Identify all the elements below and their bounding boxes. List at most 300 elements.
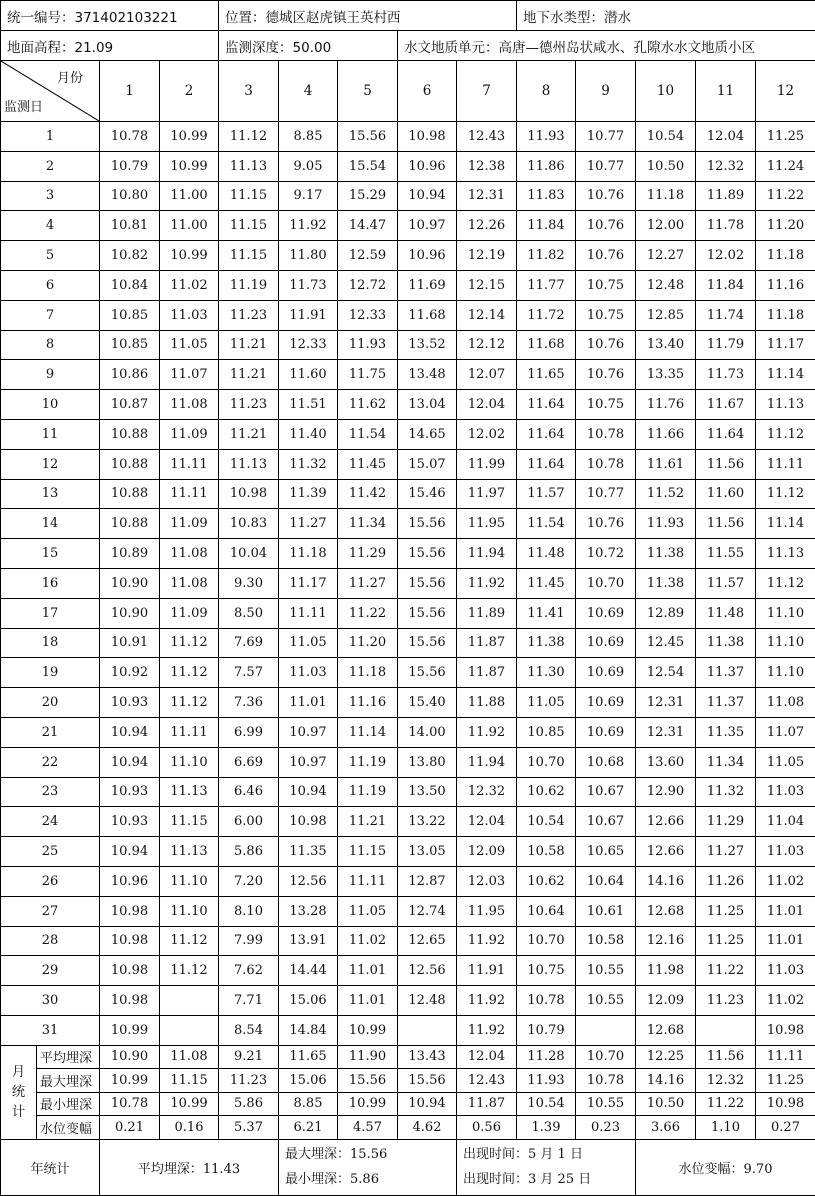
depth-cell: 11.11	[160, 449, 219, 479]
stat-cell: 11.28	[517, 1045, 576, 1069]
depth-cell: 10.91	[100, 628, 160, 658]
stat-cell: 11.23	[219, 1069, 279, 1093]
depth-cell: 11.77	[517, 270, 576, 300]
depth-cell: 11.03	[756, 956, 815, 986]
depth-cell	[160, 986, 219, 1016]
stat-label: 最大埋深	[37, 1069, 100, 1093]
depth-cell: 11.37	[696, 658, 756, 688]
depth-cell: 10.97	[279, 747, 338, 777]
depth-cell: 11.38	[696, 628, 756, 658]
depth-cell	[398, 1015, 457, 1045]
depth-cell: 7.99	[219, 926, 279, 956]
depth-cell: 11.37	[696, 688, 756, 718]
depth-cell: 11.65	[517, 360, 576, 390]
depth-cell: 11.79	[696, 330, 756, 360]
depth-cell: 6.69	[219, 747, 279, 777]
depth-cell: 11.08	[160, 390, 219, 420]
stat-cell: 12.25	[636, 1045, 696, 1069]
depth-cell: 11.10	[756, 628, 815, 658]
depth-cell: 11.17	[756, 330, 815, 360]
depth-cell: 11.15	[338, 837, 398, 867]
depth-cell: 10.81	[100, 211, 160, 241]
depth-cell: 11.24	[756, 151, 815, 181]
depth-cell: 15.29	[338, 181, 398, 211]
table-row	[1, 122, 815, 152]
depth-cell: 11.12	[756, 568, 815, 598]
table-row	[1, 300, 815, 330]
depth-cell: 15.56	[398, 628, 457, 658]
depth-cell: 11.01	[338, 986, 398, 1016]
depth-cell: 11.93	[517, 122, 576, 152]
depth-cell: 11.10	[160, 866, 219, 896]
depth-cell: 11.25	[696, 896, 756, 926]
depth-cell: 8.50	[219, 598, 279, 628]
depth-cell: 11.29	[696, 807, 756, 837]
depth-cell: 11.22	[696, 956, 756, 986]
table-row	[1, 270, 815, 300]
depth-cell: 10.94	[100, 837, 160, 867]
depth-cell: 10.86	[100, 360, 160, 390]
depth-cell: 10.98	[398, 122, 457, 152]
depth-cell: 10.88	[100, 509, 160, 539]
depth-cell: 11.68	[398, 300, 457, 330]
depth-cell: 11.19	[338, 747, 398, 777]
depth-cell: 13.40	[636, 330, 696, 360]
depth-cell: 10.64	[517, 896, 576, 926]
depth-cell: 11.13	[160, 777, 219, 807]
depth-cell: 14.84	[279, 1015, 338, 1045]
depth-cell: 11.27	[338, 568, 398, 598]
depth-cell: 12.19	[457, 241, 517, 271]
stat-cell: 1.39	[517, 1116, 576, 1140]
table-row	[1, 777, 815, 807]
monthly-stat-group-label	[1, 1045, 37, 1139]
depth-value: 50.00	[293, 40, 332, 56]
group-char: 月	[12, 1064, 26, 1080]
depth-cell: 12.32	[696, 151, 756, 181]
depth-cell: 11.92	[457, 926, 517, 956]
depth-cell: 11.84	[696, 270, 756, 300]
stat-cell: 10.98	[756, 1092, 815, 1116]
depth-cell: 11.75	[338, 360, 398, 390]
depth-cell: 11.91	[279, 300, 338, 330]
depth-cell: 11.64	[517, 390, 576, 420]
depth-cell: 11.91	[457, 956, 517, 986]
depth-cell: 10.70	[517, 926, 576, 956]
depth-cell: 11.13	[756, 539, 815, 569]
depth-cell: 10.98	[279, 807, 338, 837]
month-header: 12	[756, 61, 815, 122]
stat-cell: 12.43	[457, 1069, 517, 1093]
depth-cell: 10.99	[160, 151, 219, 181]
stat-cell: 11.65	[279, 1045, 338, 1069]
depth-cell: 9.17	[279, 181, 338, 211]
depth-cell: 15.40	[398, 688, 457, 718]
depth-cell: 10.90	[100, 598, 160, 628]
stat-cell: 10.54	[517, 1092, 576, 1116]
depth-cell: 12.45	[636, 628, 696, 658]
depth-cell: 11.64	[517, 449, 576, 479]
depth-cell: 11.99	[457, 449, 517, 479]
depth-cell: 11.23	[219, 300, 279, 330]
depth-cell: 11.27	[279, 509, 338, 539]
depth-cell: 6.46	[219, 777, 279, 807]
depth-cell: 10.70	[517, 747, 576, 777]
depth-cell	[576, 1015, 636, 1045]
depth-cell: 10.54	[517, 807, 576, 837]
depth-cell: 10.97	[279, 717, 338, 747]
depth-cell: 12.66	[636, 837, 696, 867]
depth-cell: 12.31	[636, 688, 696, 718]
depth-cell: 10.85	[100, 300, 160, 330]
depth-cell: 10.77	[576, 122, 636, 152]
depth-cell: 11.16	[338, 688, 398, 718]
depth-cell: 11.05	[160, 330, 219, 360]
depth-cell: 10.85	[517, 717, 576, 747]
depth-cell: 11.32	[696, 777, 756, 807]
day-cell: 20	[1, 688, 100, 718]
day-cell: 23	[1, 777, 100, 807]
depth-cell: 12.87	[398, 866, 457, 896]
depth-cell: 12.89	[636, 598, 696, 628]
day-cell: 9	[1, 360, 100, 390]
depth-cell: 11.32	[279, 449, 338, 479]
depth-cell: 11.12	[160, 956, 219, 986]
depth-cell: 10.93	[100, 777, 160, 807]
stat-cell: 11.93	[517, 1069, 576, 1093]
table-row	[1, 241, 815, 271]
depth-cell: 10.79	[517, 1015, 576, 1045]
month-header: 9	[576, 61, 636, 122]
depth-cell: 7.71	[219, 986, 279, 1016]
table-row	[1, 598, 815, 628]
depth-cell: 11.23	[219, 390, 279, 420]
depth-cell: 11.66	[636, 419, 696, 449]
depth-cell: 11.15	[160, 807, 219, 837]
depth-cell: 10.87	[100, 390, 160, 420]
stat-cell: 6.21	[279, 1116, 338, 1140]
stat-cell: 11.56	[696, 1045, 756, 1069]
day-cell: 26	[1, 866, 100, 896]
month-header: 11	[696, 61, 756, 122]
hydrogeologic-unit: 水文地质单元：高唐—德州岛状咸水、孔隙水水文地质小区	[398, 31, 815, 61]
depth-cell: 11.92	[457, 1015, 517, 1045]
table-row	[1, 479, 815, 509]
stat-cell: 9.21	[219, 1045, 279, 1069]
depth-cell: 14.16	[636, 866, 696, 896]
table-row	[1, 956, 815, 986]
depth-cell: 11.09	[160, 509, 219, 539]
header-row	[1, 61, 815, 122]
month-axis-label: 月份	[57, 67, 83, 86]
depth-cell: 11.13	[219, 151, 279, 181]
day-cell: 19	[1, 658, 100, 688]
depth-cell: 11.30	[517, 658, 576, 688]
depth-cell: 10.69	[576, 658, 636, 688]
depth-cell: 11.18	[338, 658, 398, 688]
depth-cell: 10.96	[398, 151, 457, 181]
depth-cell: 11.10	[160, 747, 219, 777]
depth-cell: 9.05	[279, 151, 338, 181]
depth-cell: 11.18	[756, 300, 815, 330]
stat-cell: 10.70	[576, 1045, 636, 1069]
station-location: 位置：德城区赵虎镇王英村西	[219, 1, 517, 31]
depth-cell: 11.92	[457, 568, 517, 598]
month-header: 6	[398, 61, 457, 122]
depth-cell: 11.11	[756, 449, 815, 479]
depth-cell: 15.56	[398, 509, 457, 539]
depth-cell: 10.69	[576, 717, 636, 747]
stat-cell: 11.90	[338, 1045, 398, 1069]
depth-cell: 15.54	[338, 151, 398, 181]
depth-cell: 10.75	[576, 300, 636, 330]
depth-cell: 11.45	[338, 449, 398, 479]
table-row	[1, 509, 815, 539]
depth-cell: 11.13	[160, 837, 219, 867]
table-row	[1, 628, 815, 658]
depth-cell: 12.02	[457, 419, 517, 449]
stat-cell: 0.16	[160, 1116, 219, 1140]
depth-cell: 10.50	[636, 151, 696, 181]
depth-cell: 10.78	[576, 449, 636, 479]
depth-cell: 8.10	[219, 896, 279, 926]
annual-avg: 平均埋深：11.43	[100, 1139, 279, 1195]
depth-cell: 11.54	[517, 509, 576, 539]
depth-cell: 10.98	[100, 986, 160, 1016]
table-row	[1, 568, 815, 598]
depth-cell: 11.38	[517, 628, 576, 658]
depth-cell: 11.40	[279, 419, 338, 449]
depth-cell: 11.03	[160, 300, 219, 330]
depth-cell: 11.95	[457, 896, 517, 926]
depth-cell: 10.78	[100, 122, 160, 152]
depth-cell: 11.18	[636, 181, 696, 211]
depth-cell: 11.22	[338, 598, 398, 628]
depth-cell: 11.92	[457, 986, 517, 1016]
depth-cell: 11.10	[756, 598, 815, 628]
depth-cell: 11.55	[696, 539, 756, 569]
depth-cell: 11.21	[338, 807, 398, 837]
table-row	[1, 151, 815, 181]
depth-cell: 12.48	[398, 986, 457, 1016]
depth-cell: 6.00	[219, 807, 279, 837]
depth-cell: 10.62	[517, 777, 576, 807]
depth-cell: 11.82	[517, 241, 576, 271]
day-cell: 27	[1, 896, 100, 926]
depth-cell: 11.87	[457, 658, 517, 688]
depth-cell: 11.48	[517, 539, 576, 569]
depth-cell: 11.26	[696, 866, 756, 896]
depth-cell: 13.48	[398, 360, 457, 390]
depth-cell: 11.12	[219, 122, 279, 152]
day-cell: 8	[1, 330, 100, 360]
depth-cell: 10.64	[576, 866, 636, 896]
depth-cell: 11.76	[636, 390, 696, 420]
depth-cell: 11.02	[756, 986, 815, 1016]
depth-cell: 12.59	[338, 241, 398, 271]
depth-cell: 12.38	[457, 151, 517, 181]
depth-cell: 11.02	[160, 270, 219, 300]
stat-cell: 11.87	[457, 1092, 517, 1116]
depth-cell: 11.11	[160, 717, 219, 747]
depth-cell: 10.76	[576, 360, 636, 390]
month-header: 8	[517, 61, 576, 122]
depth-cell: 12.33	[338, 300, 398, 330]
depth-cell: 11.19	[338, 777, 398, 807]
depth-cell: 11.83	[517, 181, 576, 211]
depth-cell: 5.86	[219, 837, 279, 867]
depth-cell: 10.83	[219, 509, 279, 539]
depth-cell: 14.47	[338, 211, 398, 241]
stat-label: 最小埋深	[37, 1092, 100, 1116]
depth-cell: 11.00	[160, 181, 219, 211]
depth-cell: 12.04	[457, 807, 517, 837]
depth-cell: 11.61	[636, 449, 696, 479]
stat-cell: 0.56	[457, 1116, 517, 1140]
stat-cell: 11.22	[696, 1092, 756, 1116]
depth-cell: 11.02	[338, 926, 398, 956]
depth-cell: 11.09	[160, 419, 219, 449]
depth-cell: 12.48	[636, 270, 696, 300]
day-cell: 25	[1, 837, 100, 867]
day-cell: 15	[1, 539, 100, 569]
depth-cell: 11.03	[756, 777, 815, 807]
depth-cell: 11.12	[756, 479, 815, 509]
table-row	[1, 747, 815, 777]
depth-cell: 11.13	[219, 449, 279, 479]
depth-cell: 11.11	[160, 479, 219, 509]
stat-cell: 10.99	[338, 1092, 398, 1116]
depth-cell: 7.62	[219, 956, 279, 986]
depth-cell: 12.56	[398, 956, 457, 986]
stat-cell: 3.66	[636, 1116, 696, 1140]
day-cell: 21	[1, 717, 100, 747]
depth-cell: 12.66	[636, 807, 696, 837]
depth-cell: 13.80	[398, 747, 457, 777]
table-row	[1, 539, 815, 569]
depth-cell: 10.99	[160, 241, 219, 271]
depth-cell: 11.01	[279, 688, 338, 718]
stat-cell: 15.56	[338, 1069, 398, 1093]
depth-cell: 11.88	[457, 688, 517, 718]
depth-cell: 11.21	[219, 419, 279, 449]
depth-cell: 10.99	[160, 122, 219, 152]
depth-cell: 11.05	[756, 747, 815, 777]
day-cell: 10	[1, 390, 100, 420]
depth-cell: 13.91	[279, 926, 338, 956]
table-row	[1, 866, 815, 896]
day-axis-label: 监测日	[4, 96, 43, 115]
depth-cell: 11.22	[756, 181, 815, 211]
depth-cell: 11.73	[696, 360, 756, 390]
station-id-label: 统一编号：	[7, 10, 75, 26]
depth-cell: 13.60	[636, 747, 696, 777]
depth-cell: 11.80	[279, 241, 338, 271]
depth-cell: 11.12	[756, 419, 815, 449]
depth-cell: 12.56	[279, 866, 338, 896]
day-cell: 18	[1, 628, 100, 658]
stat-cell: 10.99	[160, 1092, 219, 1116]
depth-cell: 10.90	[100, 568, 160, 598]
table-row	[1, 926, 815, 956]
monthly-stat-row	[1, 1116, 815, 1140]
depth-cell: 10.55	[576, 956, 636, 986]
depth-cell: 11.29	[338, 539, 398, 569]
depth-cell: 10.55	[576, 986, 636, 1016]
stat-cell: 10.78	[576, 1069, 636, 1093]
depth-cell: 10.78	[517, 986, 576, 1016]
depth-cell: 11.23	[696, 986, 756, 1016]
depth-cell: 11.18	[279, 539, 338, 569]
group-char: 统	[12, 1084, 26, 1100]
depth-cell: 11.60	[696, 479, 756, 509]
depth-cell: 12.09	[457, 837, 517, 867]
stat-cell: 10.78	[100, 1092, 160, 1116]
depth-cell: 13.35	[636, 360, 696, 390]
depth-cell: 11.21	[219, 360, 279, 390]
depth-cell: 12.54	[636, 658, 696, 688]
depth-cell: 12.31	[457, 181, 517, 211]
depth-cell: 11.12	[160, 688, 219, 718]
day-cell: 13	[1, 479, 100, 509]
month-header: 2	[160, 61, 219, 122]
depth-cell: 15.56	[398, 658, 457, 688]
info-row-1	[1, 1, 815, 31]
day-cell: 11	[1, 419, 100, 449]
depth-cell: 12.74	[398, 896, 457, 926]
depth-cell	[696, 1015, 756, 1045]
depth-cell: 12.72	[338, 270, 398, 300]
depth-cell: 10.69	[576, 598, 636, 628]
depth-cell: 11.35	[279, 837, 338, 867]
groundwater-type: 地下水类型：潜水	[517, 1, 815, 31]
stat-label: 平均埋深	[37, 1045, 100, 1069]
depth-cell: 10.76	[576, 509, 636, 539]
table-row	[1, 717, 815, 747]
depth-cell: 10.97	[398, 211, 457, 241]
depth-cell: 11.19	[219, 270, 279, 300]
depth-cell: 10.78	[576, 419, 636, 449]
day-cell: 16	[1, 568, 100, 598]
depth-cell: 11.92	[279, 211, 338, 241]
depth-cell: 11.64	[696, 419, 756, 449]
depth-cell: 15.06	[279, 986, 338, 1016]
depth-cell: 11.13	[756, 390, 815, 420]
depth-cell: 12.00	[636, 211, 696, 241]
depth-cell: 10.96	[100, 866, 160, 896]
monthly-stat-row	[1, 1069, 815, 1093]
stat-cell: 12.32	[696, 1069, 756, 1093]
depth-cell: 11.94	[457, 539, 517, 569]
table-row	[1, 688, 815, 718]
depth-cell: 11.73	[279, 270, 338, 300]
annual-max-time: 出现时间：5 月 1 日	[463, 1142, 635, 1167]
depth-cell: 10.69	[576, 688, 636, 718]
month-header: 3	[219, 61, 279, 122]
depth-cell: 11.14	[756, 360, 815, 390]
month-header: 1	[100, 61, 160, 122]
stat-cell: 10.94	[398, 1092, 457, 1116]
depth-cell: 10.98	[100, 926, 160, 956]
depth-cell: 15.07	[398, 449, 457, 479]
table-row	[1, 390, 815, 420]
depth-cell: 11.20	[338, 628, 398, 658]
depth-cell: 11.08	[160, 568, 219, 598]
depth-cell: 10.54	[636, 122, 696, 152]
stat-cell: 4.57	[338, 1116, 398, 1140]
depth-cell: 11.98	[636, 956, 696, 986]
day-cell: 12	[1, 449, 100, 479]
